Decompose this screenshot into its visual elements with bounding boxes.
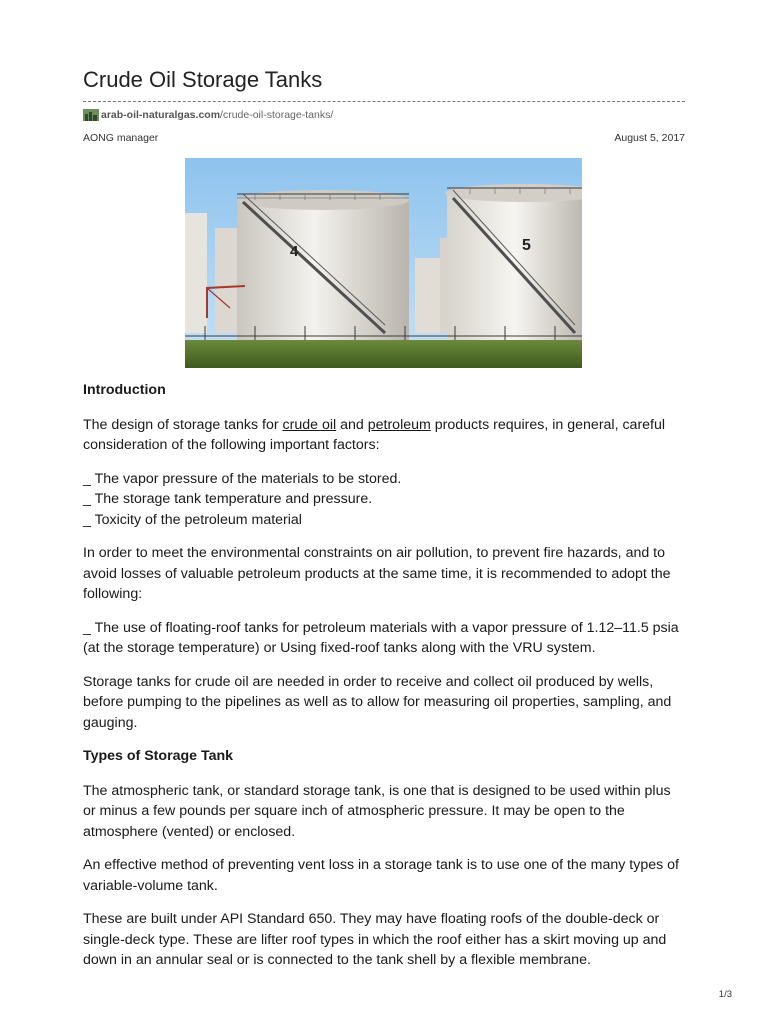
source-line — [83, 108, 333, 122]
article-body — [83, 380, 685, 984]
title-divider — [83, 101, 685, 102]
crude-oil-link[interactable]: crude oil — [282, 416, 337, 433]
intro-heading: Introduction — [83, 382, 166, 398]
tank-number-left: 4 — [290, 243, 299, 260]
factor-item: _ The storage tank temperature and pressure. — [83, 491, 373, 507]
publish-date: August 5, 2017 — [614, 132, 685, 144]
vent-loss-paragraph: An effective method of preventing vent loss in a storage tank is to use one of the many types of variable-volume tank. — [83, 857, 679, 894]
environment-paragraph: In order to meet the environmental constraints on air pollution, to prevent fire hazards, and to avoid losses of valuable petroleum products at the same time, it is recommended to adopt the following: — [83, 545, 671, 602]
author: AONG manager — [83, 132, 159, 144]
petroleum-link[interactable]: petroleum — [367, 416, 431, 433]
floating-roof-paragraph: _ The use of floating-roof tanks for petroleum materials with a vapor pressure of 1.12–11.5 psia (at the storage temperature) or Using fixed-roof tanks along with the VRU system. — [83, 619, 679, 656]
site-favicon-icon — [83, 109, 99, 121]
page-title: Crude Oil Storage Tanks — [83, 67, 323, 92]
api-standard-paragraph: These are built under API Standard 650. They may have floating roofs of the double-deck or single-deck type. These are lifter roof types in which the roof either has a skirt moving up and down in an annular seal or is connected to the tank shell by a flexible membrane. — [83, 911, 667, 968]
tank-number-right: 5 — [522, 237, 531, 254]
intro-text-start: The design of storage tanks for — [83, 416, 283, 433]
atmospheric-tank-paragraph: The atmospheric tank, or standard storage tank, is one that is designed to be used within plus or minus a few pounds per square inch of atmospheric pressure. It may be open to the atmosphere (vented) or enclosed. — [83, 782, 671, 840]
source-path: /crude-oil-storage-tanks/ — [220, 109, 334, 121]
meta-row — [83, 132, 685, 144]
factor-item: _ The vapor pressure of the materials to be stored. — [83, 470, 402, 487]
intro-paragraph — [83, 415, 685, 456]
intro-text-and: and — [336, 416, 368, 433]
factors-list — [83, 469, 685, 531]
source-domain-link[interactable]: arab-oil-naturalgas.com — [101, 109, 221, 121]
types-heading: Types of Storage Tank — [83, 748, 234, 764]
page-number: 1/3 — [718, 989, 732, 1000]
storage-purpose-paragraph: Storage tanks for crude oil are needed in order to receive and collect oil produced by wells, before pumping to the pipelines as well as to allow for measuring oil properties, sampling, and gauging. — [83, 673, 672, 731]
storage-tanks-photo — [185, 158, 582, 368]
intro-text-end: products requires, in general, careful consideration of the following important factors: — [83, 416, 666, 453]
factor-item: _ Toxicity of the petroleum material — [83, 511, 302, 528]
